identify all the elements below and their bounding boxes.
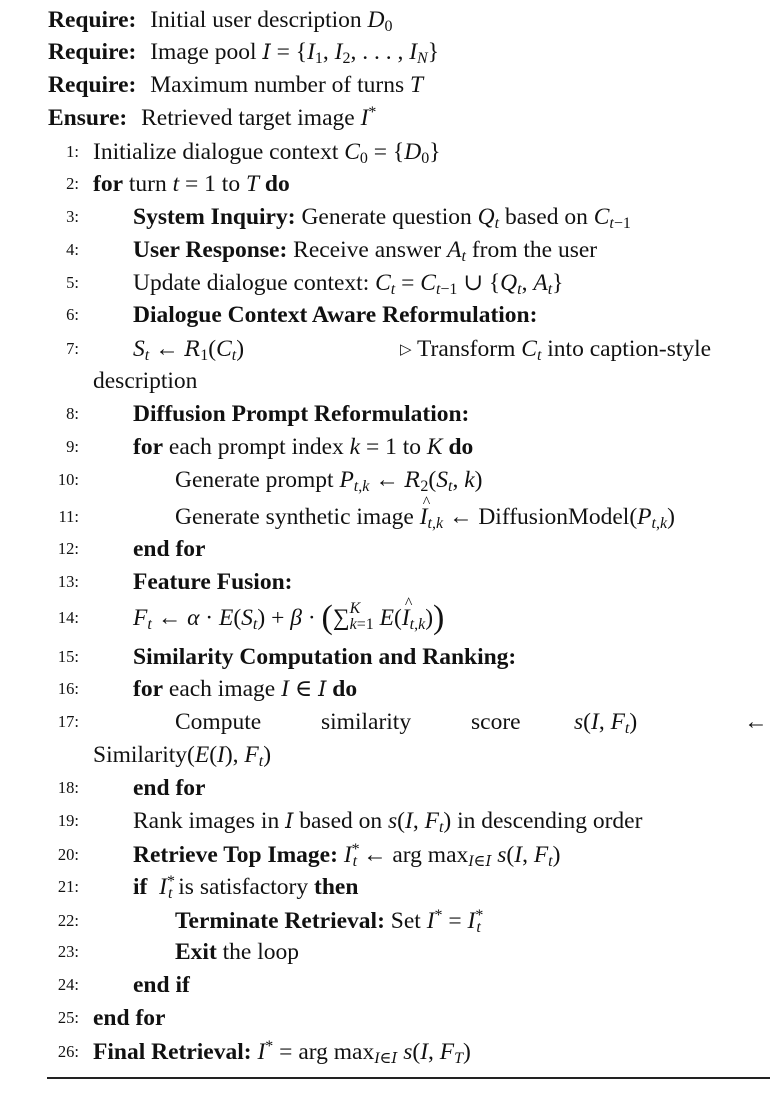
algo-line-23: [0, 936, 770, 968]
line-number: 7:: [66, 339, 79, 358]
ensure-text: Retrieved target image: [141, 105, 355, 131]
operator-text: arg max: [298, 1039, 375, 1065]
line-text: Generate prompt: [175, 467, 334, 493]
line-number: 8:: [66, 404, 79, 423]
step-title: Similarity Computation and Ranking:: [133, 644, 517, 670]
line-number: 6:: [66, 305, 79, 324]
ensure-label: Ensure:: [48, 105, 128, 131]
step-title: Retrieve Top Image:: [133, 842, 338, 868]
keyword-end-for: end for: [133, 536, 206, 562]
step-title: Dialogue Context Aware Reformulation:: [133, 302, 538, 328]
algo-line-22: 22: Terminate Retrieval: Set $I^* = I^*_t$: [0, 905, 770, 937]
line-text: Generate question: [301, 204, 472, 230]
line-text: Receive answer: [293, 237, 442, 263]
keyword-do: do: [264, 171, 290, 197]
comment-text: into caption-style: [547, 336, 712, 362]
line-number: 14:: [57, 608, 79, 627]
keyword-then: then: [314, 874, 359, 900]
line-text: from the user: [471, 237, 598, 263]
comment-triangle-icon: ▷: [400, 342, 412, 358]
bottom-rule: [47, 1077, 770, 1079]
line-text: the loop: [222, 939, 300, 965]
step-title: Feature Fusion:: [133, 569, 293, 595]
keyword-end-if: end if: [133, 972, 190, 998]
algo-line-25: [0, 1002, 770, 1034]
step-title: Diffusion Prompt Reformulation:: [133, 401, 470, 427]
line-text: Set: [390, 908, 421, 934]
line-text: each prompt index: [168, 434, 344, 460]
algo-line-11: 11: Generate synthetic image ^ $I_{t,k}$ ← $DiffusionModel(P_{t,k})$: [0, 501, 770, 533]
keyword-for: for: [133, 676, 164, 702]
keyword-for: for: [93, 171, 124, 197]
step-title: User Response:: [133, 237, 288, 263]
algo-line-14: 14: $F_t$ ← $\alpha \cdot E(S_t) + \beta$ · (∑ K k=1 E(^ $I_{t,k}$)): [0, 602, 770, 634]
line-text: description: [93, 368, 198, 394]
step-title: System Inquiry:: [133, 204, 296, 230]
algo-line-26: 26: Final Retrieval: I* = arg $\max_{I\in I} s(I$, $F_T$): [0, 1036, 770, 1068]
line-text: score: [471, 709, 521, 735]
algo-line-1: 1: Initialize dialogue context $C_0 = \{D_0\}$: [0, 136, 770, 168]
line-number: 21:: [57, 877, 79, 896]
line-number: 19:: [57, 811, 79, 830]
line-number: 10:: [57, 470, 79, 489]
line-text: Update dialogue context:: [133, 270, 370, 296]
line-number: 17:: [57, 712, 79, 731]
require-text: Maximum number of turns: [150, 72, 405, 98]
algo-line-5: 5: Update dialogue context: $C_t = C_{t-1}$ ∪ {$Q_t$, $A_t$}: [0, 267, 770, 299]
line-number: 22:: [57, 911, 79, 930]
line-text: turn: [128, 171, 167, 197]
algo-line-24: [0, 969, 770, 1001]
line-text: to: [402, 434, 422, 460]
algo-line-7: 7: $S_t$ ← $R_1(C_t)$ ▷ Transform $C_t$ into caption-style: [0, 333, 770, 365]
keyword-if: if: [133, 874, 148, 900]
algo-line-17-continuation: Similarity(E(I), $F_t$): [93, 742, 272, 770]
algo-line-8: [0, 398, 770, 430]
line-number: 26:: [57, 1042, 79, 1061]
line-text: is satisfactory: [178, 874, 309, 900]
require-label: Require:: [48, 72, 137, 98]
step-title: Terminate Retrieval:: [175, 908, 385, 934]
algo-line-13: [0, 566, 770, 598]
require-label: Require:: [48, 39, 137, 65]
line-text: based on: [504, 204, 588, 230]
line-text: in descending order: [457, 808, 643, 834]
line-number: 20:: [57, 845, 79, 864]
line-number: 12:: [57, 539, 79, 558]
require-text: Image pool: [150, 39, 257, 65]
operator-text: arg max: [392, 842, 469, 868]
keyword-do: do: [448, 434, 474, 460]
line-number: 25:: [57, 1008, 79, 1027]
algo-line-12: [0, 533, 770, 565]
keyword-do: do: [332, 676, 358, 702]
algo-line-10: 10: Generate prompt $P_{t,k}$ ← $R_2(S_t$, k): [0, 464, 770, 496]
line-text: each image: [168, 676, 276, 702]
line-number: 15:: [57, 647, 79, 666]
algo-line-15: [0, 641, 770, 673]
algo-line-19: 19: Rank images in I based on s(I, $F_t$) in descending order: [0, 805, 770, 837]
algo-line-9: 9: for each prompt index k = 1 to K do: [0, 431, 770, 463]
require-line-3: Require: Maximum number of turns T: [0, 69, 770, 101]
algo-line-16: 16: for each image I ∈ I do: [0, 673, 770, 705]
algo-line-20: 20: Retrieve Top Image: $I^*_t$ ← arg $\max_{I\in I} s(I$, $F_t$): [0, 839, 770, 871]
line-number: 18:: [57, 778, 79, 797]
line-text: Compute: [175, 709, 262, 735]
require-text: Initial user description: [150, 7, 362, 33]
line-number: 1:: [66, 142, 79, 161]
line-text: Generate synthetic image: [175, 504, 414, 530]
algo-line-3: 3: System Inquiry: Generate question $Q_t$ based on $C_{t-1}$: [0, 201, 770, 233]
comment-text: Transform: [417, 336, 516, 362]
line-number: 24:: [57, 975, 79, 994]
line-text: to: [221, 171, 241, 197]
keyword-end-for: end for: [133, 775, 206, 801]
keyword-for: for: [133, 434, 164, 460]
require-line-2: Require: Image pool $I = \{I_1$, $I_2$, . . . , $I_N$}: [0, 36, 770, 68]
algo-line-6: [0, 299, 770, 331]
require-label: Require:: [48, 7, 137, 33]
line-number: 23:: [57, 942, 79, 961]
algo-line-17: 17: Compute similarity score s(I, $F_t$) ←: [0, 706, 770, 738]
algo-line-4: 4: User Response: Receive answer $A_t$ from the user: [0, 234, 770, 266]
keyword-end-for: end for: [93, 1005, 166, 1031]
algo-line-18: [0, 772, 770, 804]
line-text: Rank images in: [133, 808, 280, 834]
step-title: Final Retrieval:: [93, 1039, 252, 1065]
algo-line-2: 2: for turn t = 1 to T do: [0, 168, 770, 200]
line-number: 13:: [57, 572, 79, 591]
ensure-line: Ensure: Retrieved target image I*: [0, 102, 770, 134]
function-name: Similarity: [93, 742, 187, 768]
line-text: based on: [299, 808, 383, 834]
model-name: DiffusionModel: [478, 504, 630, 530]
line-number: 5:: [66, 273, 79, 292]
algo-line-7-continuation: [0, 365, 770, 397]
line-text: Initialize dialogue context: [93, 139, 339, 165]
line-number: 2:: [66, 174, 79, 193]
line-number: 9:: [66, 437, 79, 456]
line-number: 3:: [66, 207, 79, 226]
line-number: 16:: [57, 679, 79, 698]
line-number: 11:: [58, 507, 79, 526]
step-title: Exit: [175, 939, 217, 965]
require-line-1: Require: Initial user description $D_0$: [0, 4, 770, 36]
algo-line-21: 21: if $I^*_t$ is satisfactory then: [0, 871, 770, 903]
line-text: similarity: [321, 709, 412, 735]
line-number: 4:: [66, 240, 79, 259]
